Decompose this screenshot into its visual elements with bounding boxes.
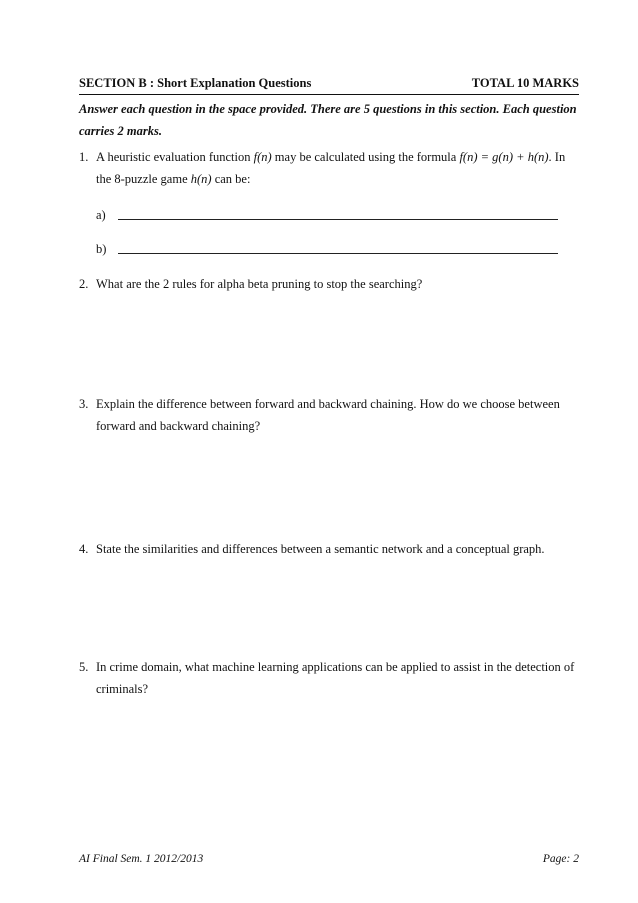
question-2 [79,273,579,295]
footer-course: AI Final Sem. 1 2012/2013 [79,853,204,865]
question-5 [79,656,579,700]
question-text [96,146,579,190]
question-text: What are the 2 rules for alpha beta pruning to stop the searching? [96,277,423,291]
question-text: Explain the difference between forward and backward chaining. How do we choose between forward and backward chaining? [96,397,560,433]
question-text: State the similarities and differences between a semantic network and a conceptual graph. [96,542,545,556]
question-1 [79,146,579,190]
total-marks: TOTAL 10 MARKS [471,76,579,90]
answer-blank[interactable] [118,219,558,220]
question-number: 1. [79,150,89,164]
question-text-part: can be: [211,172,251,186]
question-text-part: . In the 8-puzzle game [96,150,566,186]
question-number: 5. [79,660,89,674]
question-number: 4. [79,542,89,556]
formula-fn: f(n) [253,150,272,164]
question-text-part: A heuristic evaluation function [96,150,254,164]
formula-fn: h(n) [190,172,212,186]
section-header [79,76,579,95]
answer-label: a) [96,208,106,222]
question-number: 2. [79,277,89,291]
section-title: SECTION B : Short Explanation Questions [79,76,312,90]
instructions: Answer each question in the space provided. There are 5 questions in this section. Each question carries 2 marks. [79,102,577,138]
formula: f(n) = g(n) + h(n) [459,150,549,164]
answer-blank[interactable] [118,253,558,254]
question-number: 3. [79,397,89,411]
footer-page-number: Page: 2 [542,853,579,865]
answer-label: b) [96,242,107,256]
question-text: In crime domain, what machine learning applications can be applied to assist in the detection of criminals? [96,660,575,696]
question-4 [79,538,579,560]
question-text-part: may be calculated using the formula [271,150,460,164]
question-3 [79,393,579,437]
